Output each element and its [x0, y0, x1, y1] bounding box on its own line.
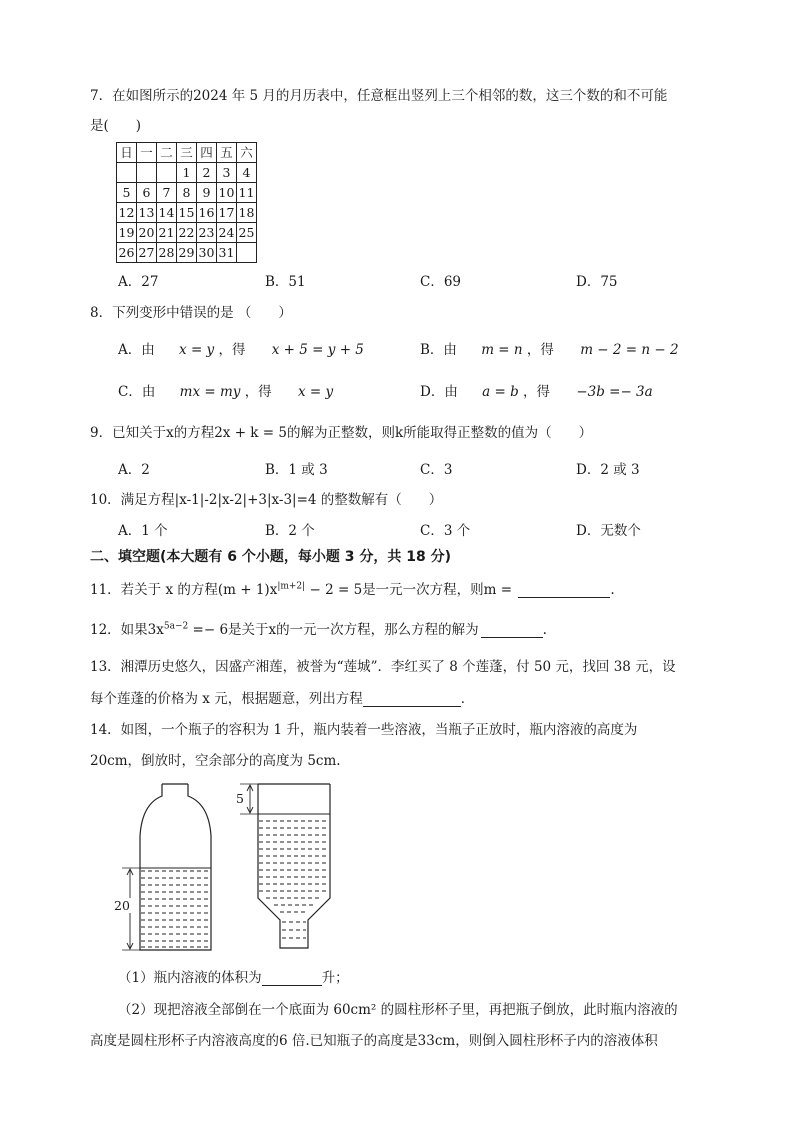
q11	[90, 578, 615, 598]
q8-c-from: mx = my	[179, 384, 241, 400]
q11-answer-blank	[518, 583, 610, 598]
q9-stem: 9．已知关于x的方程2x + k = 5的解为正整数，则k所能取得正整数的值为（ ）	[90, 425, 593, 441]
calendar-row	[117, 223, 257, 243]
q14-sub2-line2: 高度是圆柱形杯子内溶液高度的6 倍.已知瓶子的高度是33cm，则倒入圆柱形杯子内的溶液体积	[90, 1033, 658, 1049]
q12-end: .	[542, 622, 547, 638]
calendar-cell: 4	[237, 163, 257, 183]
calendar-row	[117, 203, 257, 223]
q14-sub1-answer-blank	[262, 971, 322, 986]
q8-c-label: C．由	[118, 384, 156, 400]
q9-option-b: B．1 或 3	[265, 462, 328, 478]
calendar-cell: 29	[177, 243, 197, 263]
calendar-cell: 3	[217, 163, 237, 183]
q8-option-c	[118, 380, 333, 400]
calendar-cell: 15	[177, 203, 197, 223]
q7-option-a: A．27	[118, 274, 159, 290]
q14-sub1-pre: （1）瓶内溶液的体积为	[118, 970, 262, 986]
q8-d-to: −3b =− 3a	[576, 384, 653, 400]
q8-b-from: m = n	[481, 342, 523, 358]
calendar-cell: 7	[157, 183, 177, 203]
q9-option-a: A．2	[118, 462, 150, 478]
calendar-cell: 25	[237, 223, 257, 243]
q14-sub2-line1: （2）现把溶液全部倒在一个底面为 60cm² 的圆柱形杯子里，再把瓶子倒放，此时瓶内溶液的	[118, 1002, 678, 1018]
calendar-row	[117, 243, 257, 263]
calendar-cell	[137, 163, 157, 183]
q8-a-label: A．由	[118, 342, 155, 358]
q13-line2-end: ．	[460, 691, 475, 707]
q8-c-mid: ，得	[244, 384, 272, 400]
q7-option-c: C．69	[420, 274, 462, 290]
calendar-cell: 27	[137, 243, 157, 263]
calendar-cell: 23	[197, 223, 217, 243]
q7-option-b: B．51	[265, 274, 306, 290]
q8-a-from: x = y	[179, 342, 215, 358]
calendar-header-cell: 五	[217, 143, 237, 163]
q8-b-mid: ，得	[526, 342, 554, 358]
calendar-header-cell: 日	[117, 143, 137, 163]
q9-option-c: C．3	[420, 462, 453, 478]
q8-b-label: B．由	[420, 342, 457, 358]
calendar-cell: 6	[137, 183, 157, 203]
upright-bottle-outline	[140, 784, 211, 950]
q14-sub1-post: 升；	[321, 970, 349, 986]
calendar-row	[117, 183, 257, 203]
q10-option-d: D．无数个	[576, 523, 641, 539]
q14-line1: 14．如图，一个瓶子的容积为 1 升，瓶内装着一些溶液，当瓶子正放时，瓶内溶液的高度为	[90, 722, 638, 738]
inverted-bottle-liquid	[259, 821, 329, 938]
calendar-cell: 31	[217, 243, 237, 263]
calendar-cell: 2	[197, 163, 217, 183]
calendar-cell: 10	[217, 183, 237, 203]
calendar-header-cell: 二	[157, 143, 177, 163]
calendar-cell: 11	[237, 183, 257, 203]
q11-post: − 2 = 5是一元一次方程，则m =	[305, 582, 517, 598]
q13-line2	[90, 687, 474, 707]
calendar-cell	[157, 163, 177, 183]
upright-bottle-figure	[110, 778, 220, 956]
calendar-cell: 1	[177, 163, 197, 183]
calendar-header-cell: 一	[137, 143, 157, 163]
q12	[90, 618, 547, 638]
q7-option-d: D．75	[576, 274, 618, 290]
calendar-cell: 21	[157, 223, 177, 243]
q13-line1: 13．湘潭历史悠久，因盛产湘莲，被誉为“莲城”．李红买了 8 个莲蓬，付 50 元，找回 38 元，设	[90, 659, 676, 675]
q13-line2-text: 每个莲蓬的价格为 x 元，根据题意，列出方程	[90, 691, 363, 707]
q8-a-mid: ，得	[218, 342, 246, 358]
q10-option-b: B．2 个	[265, 523, 315, 539]
q8-d-from: a = b	[482, 384, 519, 400]
q7-stem-line1: 7．在如图所示的2024 年 5 月的月历表中，任意框出竖列上三个相邻的数，这三个数的和不可能	[90, 88, 668, 104]
q14-sub1	[118, 966, 349, 986]
q11-exponent: |m+2|	[277, 581, 306, 592]
upright-bottle-liquid	[141, 871, 210, 947]
q13-answer-blank	[363, 692, 461, 707]
q12-post: =− 6是关于x的一元一次方程，那么方程的解为	[188, 622, 479, 638]
calendar-header-cell: 三	[177, 143, 197, 163]
calendar-cell: 8	[177, 183, 197, 203]
q8-b-to: m − 2 = n − 2	[580, 342, 679, 358]
q10-option-c: C．3 个	[420, 523, 471, 539]
inverted-bottle-outline	[258, 784, 330, 948]
calendar-cell: 28	[157, 243, 177, 263]
calendar-cell: 18	[237, 203, 257, 223]
q7-stem-line2: 是( )	[90, 118, 142, 134]
q11-end: .	[610, 582, 615, 598]
calendar-header-cell: 四	[197, 143, 217, 163]
calendar-header-cell: 六	[237, 143, 257, 163]
q8-c-to: x = y	[297, 384, 334, 400]
q8-stem: 8．下列变形中错误的是 （ ）	[90, 305, 292, 321]
q11-pre: 11．若关于 x 的方程(m + 1)x	[90, 582, 278, 598]
calendar-cell: 17	[217, 203, 237, 223]
calendar-cell: 30	[197, 243, 217, 263]
q12-exponent: 5a−2	[163, 621, 189, 632]
calendar-cell: 9	[197, 183, 217, 203]
q8-d-label: D．由	[420, 384, 458, 400]
calendar-cell: 22	[177, 223, 197, 243]
calendar-cell	[117, 163, 137, 183]
calendar-header-row	[117, 143, 257, 163]
calendar-cell: 20	[137, 223, 157, 243]
q8-option-a	[118, 338, 364, 358]
calendar-cell: 24	[217, 223, 237, 243]
q14-line2: 20cm，倒放时，空余部分的高度为 5cm.	[90, 753, 341, 769]
q10-option-a: A．1 个	[118, 523, 168, 539]
q8-option-d	[420, 380, 653, 400]
calendar-cell: 14	[157, 203, 177, 223]
calendar-row	[117, 163, 257, 183]
calendar-cell: 16	[197, 203, 217, 223]
q8-a-to: x + 5 = y + 5	[271, 342, 364, 358]
upright-height-label: 20	[114, 898, 130, 913]
may-2024-calendar	[116, 142, 257, 263]
q12-pre: 12．如果3x	[90, 622, 164, 638]
calendar-cell: 13	[137, 203, 157, 223]
inverted-height-label: 5	[236, 791, 244, 806]
section-2-title: 二、填空题(本大题有 6 个小题，每小题 3 分，共 18 分)	[90, 549, 452, 565]
q8-d-mid: ，得	[523, 384, 551, 400]
calendar-cell: 19	[117, 223, 137, 243]
q12-answer-blank	[481, 623, 543, 638]
calendar-cell: 26	[117, 243, 137, 263]
calendar-cell	[237, 243, 257, 263]
q9-option-d: D．2 或 3	[576, 462, 640, 478]
q10-stem: 10．满足方程|x-1|-2|x-2|+3|x-3|=4 的整数解有（ ）	[90, 492, 443, 508]
calendar-cell: 12	[117, 203, 137, 223]
calendar-cell: 5	[117, 183, 137, 203]
q8-option-b	[420, 338, 679, 358]
